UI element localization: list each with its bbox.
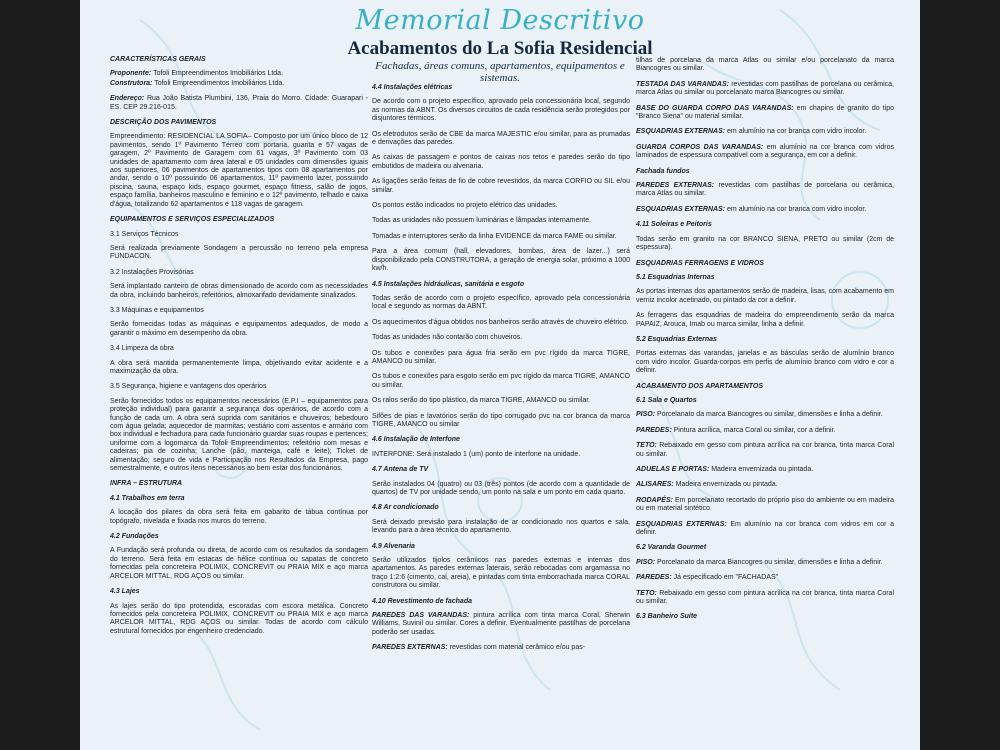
text: revestidas com pastilhas de porcelana ou cerâmica, marca Atlas ou similar ou porcelanato marca Biancogres ou similar. — [636, 80, 894, 97]
label: Proponente: — [110, 70, 152, 78]
paragraph: As portas internas dos apartamentos serão de madeira, lisas, com acabamento em verniz incolor acetinado, ou pintado da cor a definir. — [636, 288, 894, 304]
key-label: PAREDES: — [636, 574, 672, 582]
key-label: BASE DO GUARDA CORPO DAS VARANDAS: — [636, 104, 794, 112]
subsection-title: Fachada fundos — [636, 167, 690, 175]
header — [80, 0, 920, 60]
paragraph: A obra será mantida permanentemente limpa, objetivando evitar acidente e a maximização da obra. — [110, 359, 368, 375]
text: Em alumínio na cor branca com vidros em cor a definir. — [636, 520, 894, 537]
page-title: Memorial Descritivo — [355, 5, 645, 36]
paragraph: Portas externas das varandas, janelas e as básculas serão de alumínio branco com vidro incolor. Guarda-corpos em perfis de alumínio branco com vidro e cor a definir. — [636, 350, 894, 375]
text: Madeira envernizada ou pintada. — [709, 466, 814, 473]
paragraph: Para a área comum (hall, elevadores, bombas, área de lazer...) será disponibilizado pela CONSTRUTORA, a geração de energia solar, próximo a 1000 kw/h. — [372, 248, 630, 273]
subsection-title: 3.3 Máquinas e equipamentos — [110, 306, 204, 314]
section-heading: ESQUADRIAS FERRAGENS E VIDROS — [636, 259, 764, 267]
paragraph: Todas as unidades não possuem luminárias e lâmpadas internamente. — [372, 217, 592, 225]
text: revestidas com material cerâmico e/ou pas- — [447, 644, 586, 652]
subsection-title: 4.6 Instalação de Interfone — [372, 436, 460, 444]
subsection-title: 3.5 Segurança, higiene e vantagens dos operários — [110, 383, 267, 391]
subsection-title: 4.2 Fundações — [110, 533, 159, 541]
key-label: TESTADA DAS VARANDAS: — [636, 80, 729, 88]
subsection-title: 6.3 Banheiro Suíte — [636, 613, 698, 621]
paragraph: Empreendimento: RESIDENCIAL LA SOFIA– Composto por um único bloco de 12 pavimentos, sendo 1º Pavimento Térreo com portaria, guarita e 57 vagas de garagem, 2º Pavimento de Garagem com 61 vagas, 3º Pavimento com 03 unidades de apartamento com área lateral e 05 unidades com dimensões iguais aos superiores, 06 pavimentos de apartamentos tipos com 08 apartamentos por andar, sendo o 10º possuindo 06 apartamentos, 11º pavimento lazer, possuindo piscina, sauna, espaço kids, espaço gourmet, espaço fitness, salão de jogos, espaço família, banheiros masculino e feminino e o 12º pavimento, telhado e caixa d'água, totalizando 62 apartamentos e 118 vagas de garagem. — [110, 133, 368, 208]
paragraph: tilhas de porcelana da marca Atlas ou similar e/ou porcelanato da marca Biancogres ou similar. — [636, 57, 894, 73]
paragraph: Será deixado previsão para instalação de ar condicionado nos quartos e sala, levando para a área técnica do apartamento. — [372, 518, 630, 535]
paragraph: Os aquecimentos d'água obtidos nos banheiros serão através de chuveiro elétrico. — [372, 318, 629, 326]
paragraph: Será realizada previamente Sondagem a percussão no terreno pela empresa FUNDACON. — [110, 244, 368, 261]
key-label: GUARDA CORPOS DAS VARANDAS: — [636, 143, 764, 151]
paragraph: Será implantado canteiro de obras dimensionado de acordo com as necessidades da obra, incluindo banheiros, refeitórios, almoxarifado devidamente sinalizados. — [110, 283, 368, 299]
key-label: PISO: — [636, 558, 656, 566]
key-label: TETO: — [636, 589, 657, 597]
text: em alumínio na cor branca com vidros laminados de espessura compatível com a segurança, em cor a definir. — [636, 143, 894, 160]
text: Em porcelanato recortado do próprio piso do ambiente ou em madeira ou em material sintético. — [636, 496, 894, 513]
key-label: ESQUADRIAS EXTERNAS: — [636, 520, 727, 528]
subsection-title: 3.1 Serviços Técnicos — [110, 230, 179, 238]
text: em alumínio na cor branca com vidro incolor. — [725, 205, 867, 213]
section-heading: DESCRIÇÃO DOS PAVIMENTOS — [110, 119, 217, 127]
text: Rebaixado em gesso com pintura acrílica na cor branca, tinta marca Coral ou similar. — [636, 589, 894, 606]
key-label: ALISARES: — [636, 481, 674, 489]
section-heading: ACABAMENTO DOS APARTAMENTOS — [636, 382, 764, 390]
paragraph: Serão fornecidos todos os equipamentos necessários (E.P.I – equipamentos para proteção individual) para garantir a segurança dos operários, de acordo com a função de cada um. A obra será suprida com sanitários e chuveiros; bebedouro com água gelada; aquecedor de marmitas; vestiário com assentos e armário com box individual e fechadura para cada funcionário guardar suas roupas e pertences; uniforme com a logomarca da Tofoli Empreendimentos; refeitório com mesas e cadeiras; pia de cozinha; Lanche (pão, manteiga, café e leite); Ticket de alimentação; seguro de vida e Participação nos Resultados da Empresa, pago semestralmente, e outros itens necessários ao bem estar dos funcionários. — [110, 397, 368, 473]
subsection-title: 4.4 Instalações elétricas — [372, 84, 453, 91]
paragraph: Todas as unidades não contarão com chuveiros. — [372, 334, 523, 342]
subsection-title: 4.10 Revestimento de fachada — [372, 597, 472, 605]
key-label: PAREDES EXTERNAS: — [636, 182, 715, 190]
paragraph: Serão utilizados tijolos cerâmicos nas paredes externas e internas dos apartamentos. As paredes externas laterais, serão rebocadas com argamassa no traço 1:2:6 (cimento, cal, areia), e pintadas com tinta emborrachada marca CORAL construtora ou similar. — [372, 557, 630, 590]
text: Madeira envernizada ou pintada. — [673, 481, 778, 489]
tagline: Fachadas, áreas comuns, apartamentos, equipamentos e sistemas. — [375, 60, 625, 84]
text: em chapins de granito do tipo "Branco Siena" ou material similar. — [636, 104, 894, 121]
paragraph: As caixas de passagem e pontos de caixas nos tetos e paredes serão do tipo embutidos de madeira ou alvenaria. — [372, 154, 630, 170]
label: Endereço: — [110, 95, 145, 103]
document-page — [80, 0, 920, 750]
paragraph: As ligações serão feitas de fio de cobre revestidos, da marca CORFIO ou SIL e/ou similar. — [372, 178, 630, 194]
paragraph: Os tubos e conexões para esgoto serão em pvc rígido da marca TIGRE, AMANCO ou similar. — [372, 373, 630, 389]
subsection-title: 4.7 Antena de TV — [372, 466, 429, 474]
text: em alumínio na cor branca com vidro incolor. — [725, 128, 867, 136]
page-subtitle: Acabamentos do La Sofia Residencial — [347, 38, 653, 59]
section-heading: INFRA – ESTRUTURA — [110, 480, 183, 488]
key-label: RODAPÉS: — [636, 496, 673, 504]
paragraph: Os ralos serão do tipo plástico, da marca TIGRE, AMANCO ou similar. — [372, 397, 591, 405]
text: Porcelanato da marca Biancogres ou similar, dimensões e linha a definir. — [655, 558, 883, 566]
paragraph: INTERFONE: Será instalado 1 (um) ponto de interfone na unidade. — [372, 450, 581, 458]
key-label: ESQUADRIAS EXTERNAS: — [636, 128, 726, 136]
subsection-title: 4.9 Alvenaria — [372, 542, 415, 550]
paragraph: Sifões de pias e lavatórios serão do tipo corrugado pvc na cor branca da marca TIGRE, AMANCO ou similar — [372, 412, 630, 428]
paragraph: As ferragens das esquadrias de madeira do empreendimento serão da marca PAPAIZ, Arouca, Imab ou marca similar, linha a definir. — [636, 312, 894, 328]
paragraph: Os pontos estão indicados no projeto elétrico das unidades. — [372, 202, 558, 210]
paragraph: Tomadas e interruptores serão da linha EVIDENCE da marca FAME ou similar. — [372, 232, 617, 240]
paragraph: Serão instalados 04 (quatro) ou 03 (três) pontos (de acordo com a quantidade de quartos) de TV por unidade sendo, um ponto na sala e um ponto em cada quarto. — [372, 480, 630, 496]
subsection-title: 5.2 Esquadrias Externas — [636, 335, 717, 343]
paragraph: As lajes serão do tipo protendida, escoradas com escora metálica. Concreto fornecidos pela concreteira POLIMIX, CONCREVIT ou PRAIA MIX e aço marca ARCELOR MITTAL, RDG AÇOS ou similar. Todas de acordo com cálculo estrutural fornecidos por engenheiro credenciado. — [110, 602, 368, 635]
text: Pintura acrílica, marca Coral ou similar, cor a definir. — [671, 426, 836, 434]
key-label: ADUELAS E PORTAS: — [636, 466, 710, 473]
text: revestidas com pastilhas de porcelana ou cerâmica, marca Atlas ou similar. — [636, 182, 894, 198]
text: Porcelanato da marca Biancogres ou similar, dimensões e linha a definir. — [655, 411, 883, 419]
column-3 — [636, 57, 894, 628]
column-2 — [372, 84, 630, 660]
text: Tofoli Empreendimentos Imobiliários Ltda. — [153, 70, 284, 78]
paragraph: Todas serão de acordo com o projeto específico, aprovado pela concessionária local e segundo as normas da ABNT. — [372, 294, 630, 311]
paragraph: Os tubos e conexões para água fria serão em pvc rígido da marca TIGRE, AMANCO ou similar. — [372, 349, 630, 365]
subsection-title: 3.4 Limpeza da obra — [110, 345, 174, 353]
subsection-title: 4.8 Ar condicionado — [372, 504, 439, 512]
text: Rua João Batista Plumbini, 136, Praia do Morro. Cidade: Guarapari - ES. CEP 29.216-015. — [110, 95, 368, 111]
key-label: PAREDES DAS VARANDAS: — [372, 612, 470, 620]
paragraph: De acordo com o projeto específico, aprovado pela concessionária local, segundo as normas da ABNT. Os diversos circuitos de cada residência serão protegidos por disjuntores térmicos. — [372, 98, 630, 123]
subsection-title: 3.2 Instalações Provisórias — [110, 268, 194, 276]
subsection-title: 6.2 Varanda Gourmet — [636, 544, 707, 552]
subsection-title: 4.11 Soleiras e Peitoris — [636, 221, 712, 229]
key-label: PISO: — [636, 411, 656, 419]
label: Construtora: — [110, 79, 153, 87]
section-heading: CARACTERÍSTICAS GERAIS — [110, 56, 206, 63]
subsection-title: 4.3 Lajes — [110, 588, 140, 596]
subsection-title: 6.1 Sala e Quartos — [636, 396, 697, 404]
key-label: ESQUADRIAS EXTERNAS: — [636, 205, 726, 213]
paragraph: Os eletrodutos serão de CBE da marca MAJESTIC e/ou similar, para as prumadas e derivações das paredes. — [372, 130, 630, 147]
key-label: PAREDES: — [636, 426, 672, 434]
key-label: PAREDES EXTERNAS: — [372, 644, 448, 652]
subsection-title: 4.5 Instalações hidráulicas, sanitária e esgoto — [372, 280, 525, 288]
column-1 — [110, 56, 368, 643]
section-heading: EQUIPAMENTOS E SERVIÇOS ESPECIALIZADOS — [110, 216, 275, 224]
paragraph: Serão fornecidas todas as máquinas e equipamentos adequados, de modo a garantir o máximo em desempenho da obra. — [110, 321, 368, 337]
paragraph: A Fundação será profunda ou direta, de acordo com os resultados da sondagem do terreno. Será feita em estacas de hélice contínua ou sapatas de concreto fornecidas pela concreteira POLIMIX, CONCREVIT ou PRAIA MIX e aço marca ARCELOR MITTAL, RDG AÇOS ou similar. — [110, 547, 368, 580]
paragraph: A locação dos pilares da obra será feita em gabarito de tábua contínua por topógrafo, nivelada e fixada nos muros do terreno. — [110, 509, 368, 525]
subsection-title: 5.1 Esquadrias Internas — [636, 273, 715, 281]
paragraph: Todas serão em granito na cor BRANCO SIENA, PRETO ou similar (2cm de espessura). — [636, 235, 894, 252]
text: Tofoli Empreendimentos Imobiliários Ltda. — [154, 79, 285, 87]
text: pintura acrílica com tinta marca Coral, Sherwin Williams, Suvinil ou similar. Cores a definir. Eventualmente pastilhas de porcelana poderão ser usadas. — [372, 612, 630, 636]
key-label: TETO: — [636, 442, 657, 450]
subsection-title: 4.1 Trabalhos em terra — [110, 494, 185, 502]
text: Já especificado em "FACHADAS" — [671, 574, 779, 582]
text: Rebaixado em gesso com pintura acrílica na cor branca, tinta marca Coral ou similar. — [636, 442, 894, 458]
